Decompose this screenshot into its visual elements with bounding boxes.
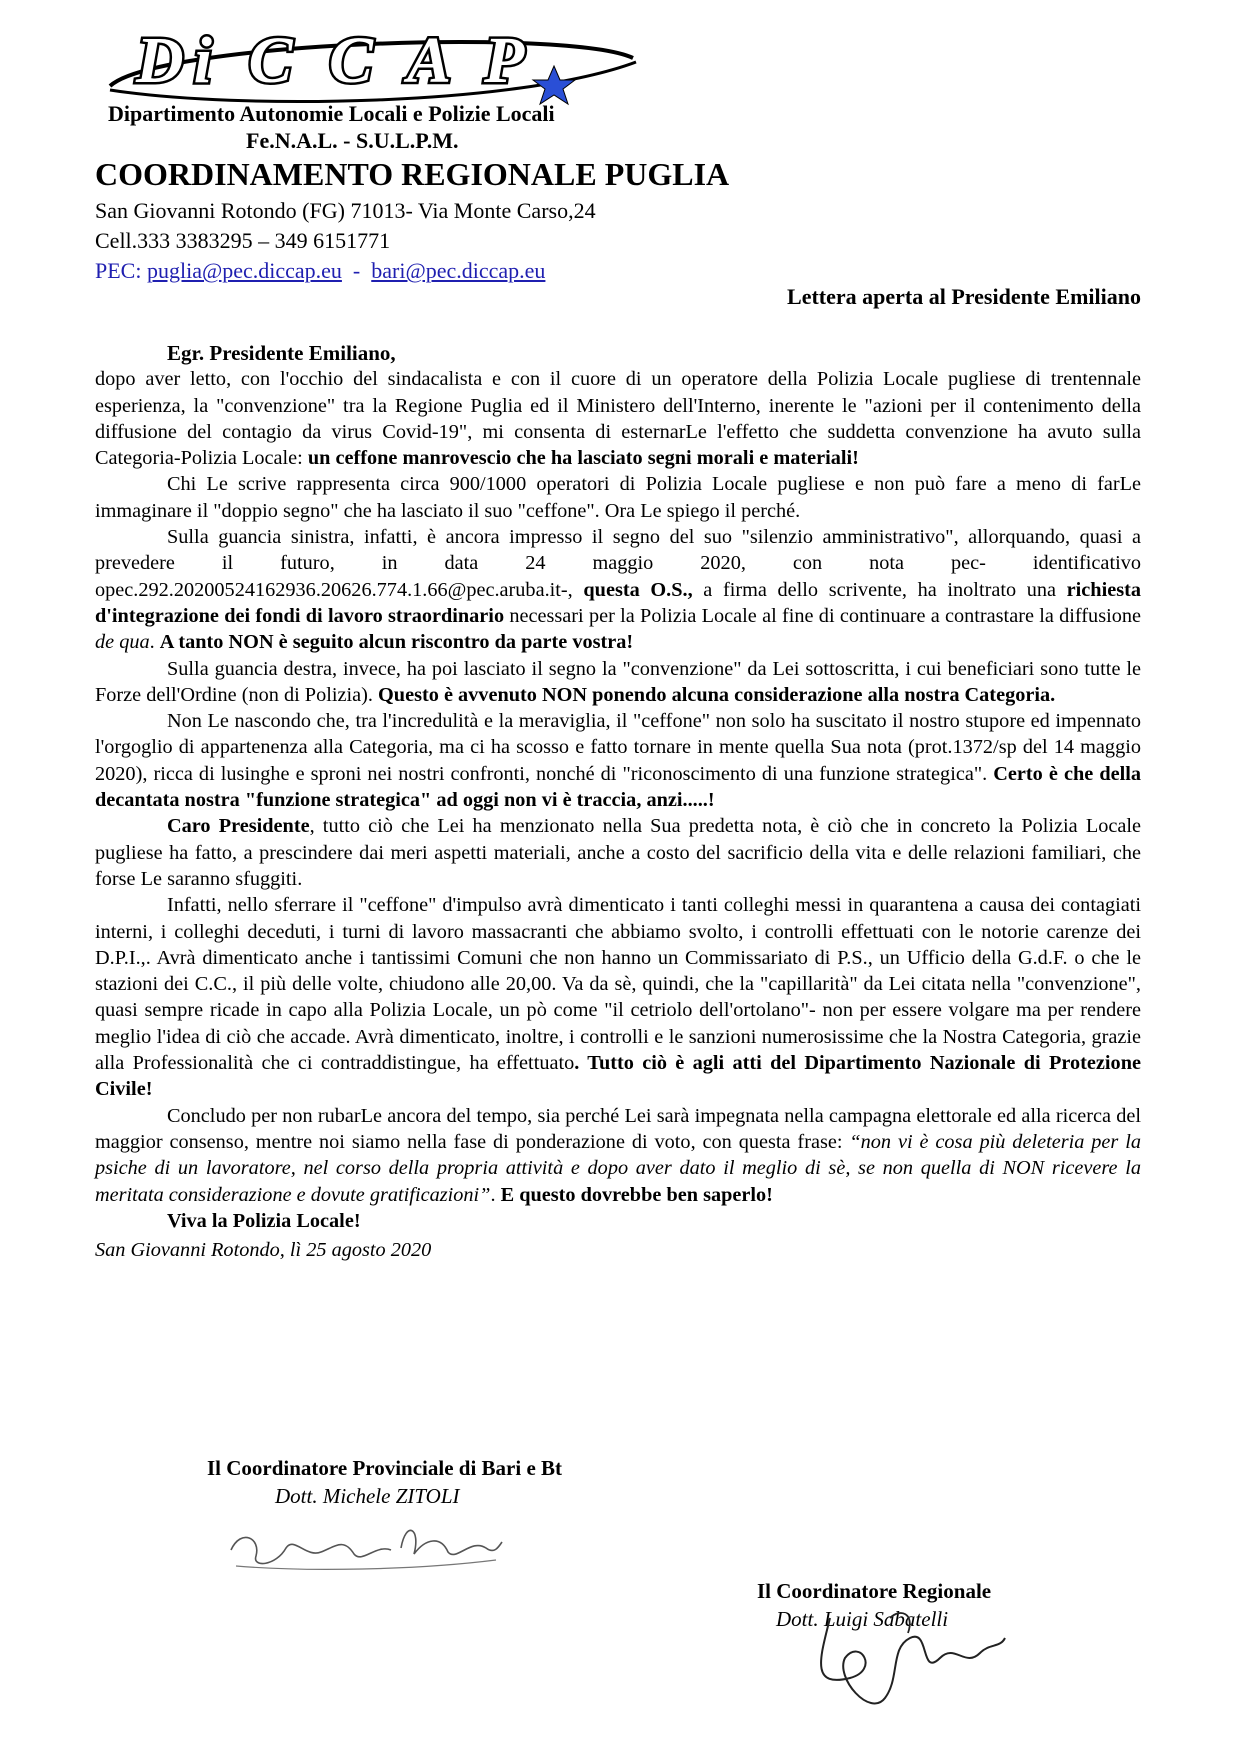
paragraph-3 [95,524,1141,655]
p6-bold: Caro Presidente [167,815,310,838]
paragraph-7 [95,892,1141,1102]
paragraph-5 [95,708,1141,813]
provincial-coordinator-name: Dott. Michele ZITOLI [275,1484,460,1508]
p3-bold-2: richiesta d'integrazione dei fondi di lavoro straordinario [95,578,1142,627]
p6-text: , tutto ciò che Lei ha menzionato nella Sua predetta nota, è ciò che in concreto la Polizia Locale pugliese ha fatto, a prescindere dai meri aspetti materiali, anche a costo del sacrificio della vita e delle relazioni familiari, che forse Le saranno sfuggiti. [95,815,1141,890]
department-name: Dipartimento Autonomie Locali e Polizie Locali [108,101,555,126]
regional-coordinator-name: Dott. Luigi Sabatelli [776,1607,949,1631]
p7-bold: . Tutto ciò è agli atti del Dipartimento Nazionale di Protezione Civile! [95,1052,1141,1101]
p4-text: Sulla guancia destra, invece, ha poi lasciato il segno la "convenzione" da Lei sottoscritta, i cui beneficiari sono tutte le Forze dell'Ordine (non di Polizia). [95,657,1141,706]
p1-bold: un ceffone manrovescio che ha lasciato segni morali e materiali! [307,447,859,470]
p3-text-4: . [149,631,160,654]
p3-text-2: a firma dello scrivente, ha inoltrato una [692,578,1067,601]
letter-body [95,340,1141,1263]
p1-text: dopo aver letto, con l'occhio del sindacalista e con il cuore di un operatore della Polizia Locale pugliese di trentennale esperienza, la "convenzione" tra la Regione Puglia ed il Ministero dell'Interno, inerente le "azioni per il contenimento della diffusione del contagio da virus Covid-19", mi consenta di esternarLe l'effetto che suddetta convenzione ha avuto sulla Categoria-Polizia Locale: [95,368,1141,470]
p3-italic: de qua [95,631,150,654]
pec-label: PEC: [95,258,142,283]
paragraph-6 [95,813,1141,892]
pec-email-bari[interactable]: bari@pec.diccap.eu [371,258,546,283]
p8-bold: E questo dovrebbe ben saperlo! [500,1183,773,1206]
phone-numbers: Cell.333 3383295 – 349 6151771 [95,228,391,253]
p4-bold: Questo è avvenuto NON ponendo alcuna considerazione alla nostra Categoria. [378,683,1056,706]
paragraph-2: Chi Le scrive rappresenta circa 900/1000 operatori di Polizia Locale pugliese e non può fare a meno di farLe immaginare il "doppio segno" che ha lasciato il suo "ceffone". Ora Le spiego il perché. [95,473,1141,522]
p3-text-3: necessari per la Polizia Locale al fine di continuare a contrastare la diffusione [504,604,1141,627]
p8-text: Concludo per non rubarLe ancora del tempo, sia perché Lei sarà impegnata nella campagna elettorale ed alla ricerca del maggior consenso, mentre noi siamo nella fase di ponderazione di voto, con questa frase: [95,1104,1141,1153]
p7-text: Infatti, nello sferrare il "ceffone" d'impulso avrà dimenticato i tanti colleghi messi in quarantena a causa dei contagiati interni, i colleghi deceduti, i turni di lavoro massacranti che abbiamo svolto, i controlli effettuati con le notorie carenze dei D.P.I.,. Avrà dimenticato anche i tantissimi Comuni che non hanno un Commissariato di P.S., un Ufficio della G.d.F. o che le stazioni dei C.C., il più delle volte, chiudono alle 20,00. Va da sè, quindi, che la "capillarità" da Lei citata nella "convenzione", quasi sempre ricade in capo alla Polizia Locale, un pò come "il cetriolo dell'ortolano"- non per essere volgare ma per rendere meglio l'idea di ciò che accade. Avrà dimenticato, inoltre, i controlli e le sanzioni numerosissime che la Nostra Categoria, grazie alla Professionalità che ci contraddistingue, ha effettuato [95,894,1141,1075]
regional-signature [790,1598,1010,1728]
p5-bold: Certo è che della decantata nostra "funzione strategica" ad oggi non vi è traccia, anzi.....! [95,762,1142,812]
p3-text-1: Sulla guancia sinistra, infatti, è ancora impresso il segno del suo "silenzio amministrativo", allorquando, quasi a prevedere il futuro, in data 24 maggio 2020, con nota pec- identificativo opec.292.20200524162936.20626.774.1.66@pec.aruba.it-, [95,526,1141,601]
p8-text-2: . [490,1183,501,1206]
paragraph-8 [95,1103,1141,1208]
closing-line: Viva la Polizia Locale! [167,1209,361,1232]
p8-quote: “non vi è cosa più deleteria per la psiche di un lavoratore, nel corso della propria attività e dopo aver dato il meglio di sè, se non quella di NON ricevere la meritata considerazione e dovute gratificazioni” [95,1130,1141,1206]
diccap-logo [88,14,648,114]
p5-text: Non Le nascondo che, tra l'incredulità e la meraviglia, il "ceffone" non solo ha suscitato il nostro stupore ed impennato l'orgoglio di appartenenza alla Categoria, ma ci ha scosso e fatto tornare in mente quella Sua nota (prot.1372/sp del 14 maggio 2020), ricca di lusinghe e sproni nei nostri confronti, nonché di "riconoscimento di una funzione strategica". [95,710,1141,785]
paragraph-1 [95,366,1141,471]
pec-email-puglia[interactable]: puglia@pec.diccap.eu [146,258,342,283]
provincial-coordinator-title: Il Coordinatore Provinciale di Bari e Bt [207,1456,563,1480]
letter-subject: Lettera aperta al Presidente Emiliano [787,284,1141,309]
star-icon [533,66,575,104]
p3-bold-3: A tanto NON è seguito alcun riscontro da parte vostra! [159,631,634,654]
salutation: Egr. Presidente Emiliano, [167,341,396,365]
p3-bold-1: questa O.S., [583,578,693,601]
provincial-signature [226,1508,506,1578]
coordination-title: COORDINAMENTO REGIONALE PUGLIA [95,156,730,192]
place-date: San Giovanni Rotondo, lì 25 agosto 2020 [95,1239,432,1262]
pec-separator: - [352,258,361,283]
regional-coordinator-title: Il Coordinatore Regionale [757,1579,992,1603]
union-names: Fe.N.A.L. - S.U.L.P.M. [246,128,459,153]
address: San Giovanni Rotondo (FG) 71013- Via Monte Carso,24 [95,198,596,223]
logo-text: Di C C A P [136,24,535,97]
pec-line [95,257,545,285]
paragraph-4 [95,656,1141,709]
